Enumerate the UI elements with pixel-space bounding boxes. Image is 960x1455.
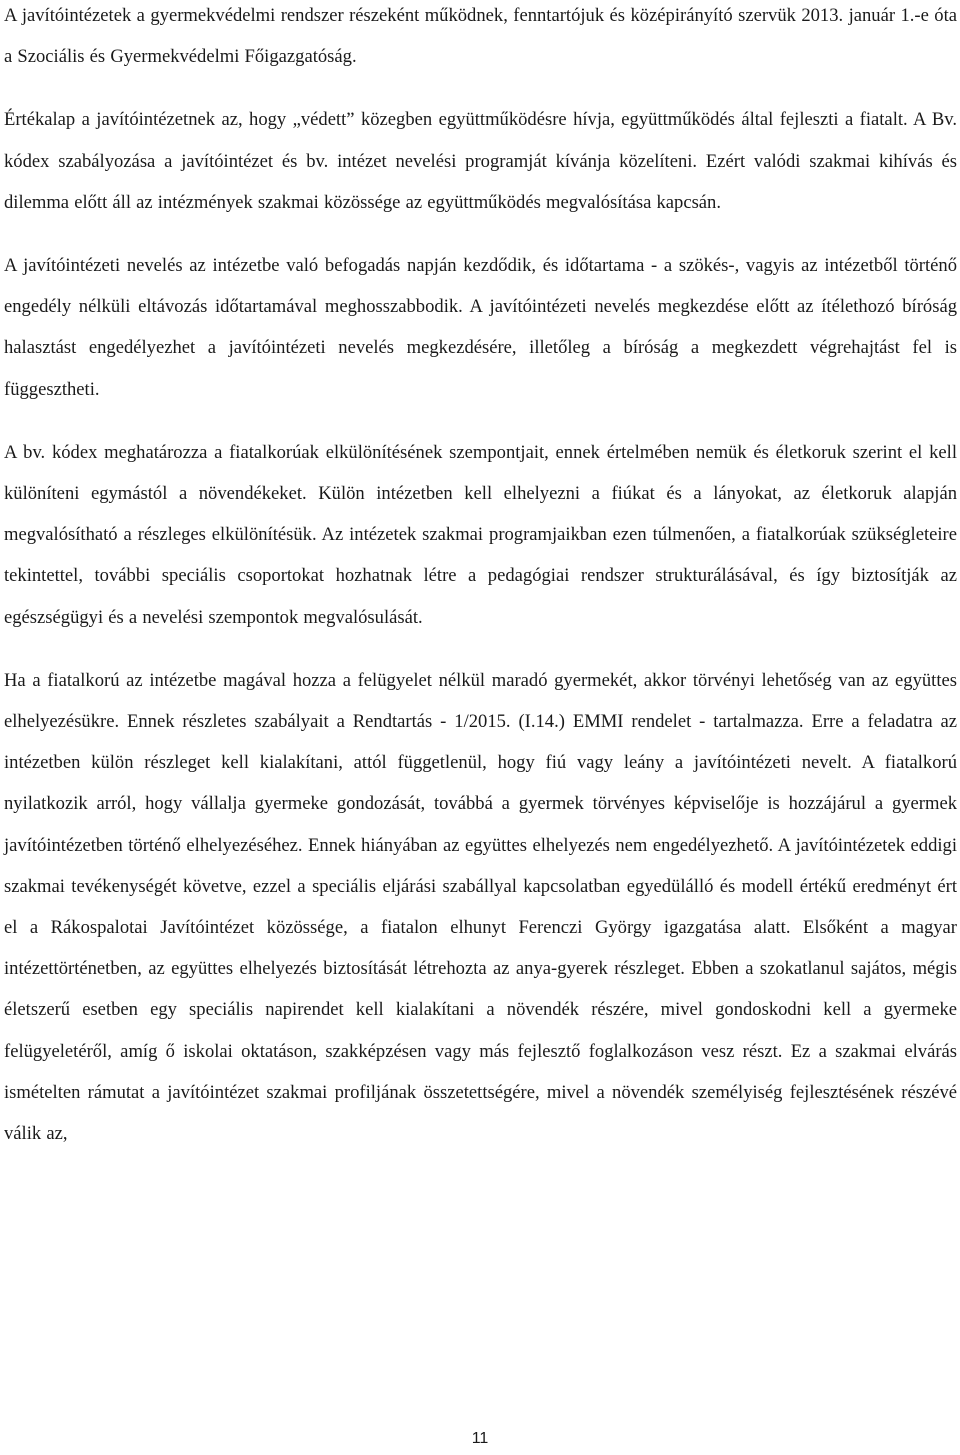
paragraph-1: A javítóintézetek a gyermekvédelmi rendszer részeként működnek, fenntartójuk és középirányító szervük 2013. január 1.-e óta a Szociális és Gyermekvédelmi Főigazgatóság.: [4, 5, 957, 68]
page-number: 11: [471, 1430, 489, 1447]
paragraph-3: A javítóintézeti nevelés az intézetbe való befogadás napján kezdődik, és időtartama - a szökés-, vagyis az intézetből történő engedély nélküli eltávozás időtartamával meghosszabbodik. A javítóintézeti nevelés megkezdése előtt az ítélethozó bíróság halasztást engedélyezhet a javítóintézeti nevelés megkezdésére, illetőleg a bíróság a megkezdett végrehajtást fel is függesztheti.: [4, 255, 957, 400]
paragraph-5: Ha a fiatalkorú az intézetbe magával hozza a felügyelet nélkül maradó gyermekét, akkor törvényi lehetőség van az együttes elhelyezésükre. Ennek részletes szabályait a Rendtartás - 1/2015. (I.14.) EMMI rendelet - tartalmazza. Erre a feladatra az intézetben külön részleget kell kialakítani, attól függetlenül, hogy fiú vagy leány a javítóintézeti nevelt. A fiatalkorú nyilatkozik arról, hogy vállalja gyermeke gondozását, továbbá a gyermek törvényes képviselője is hozzájárul a gyermek javítóintézetben történő elhelyezéséhez. Ennek hiányában az együttes elhelyezés nem engedélyezhető. A javítóintézetek eddigi szakmai tevékenységét követve, ezzel a speciális eljárási szabállyal kapcsolatban egyedülálló és modell értékű eredményt ért el a Rákospalotai Javítóintézet közössége, a fiatalon elhunyt Ferenczi György igazgatása alatt. Elsőként a magyar intézettörténetben, az együttes elhelyezés biztosítását létrehozta az anya-gyerek részleget. Ebben a szokatlanul sajátos, mégis életszerű esetben egy speciális napirendet kell kialakítani a növendék részére, mivel gondoskodni kell a gyermeke felügyeletéről, amíg ő iskolai oktatáson, szakképzésen vagy más fejlesztő foglalkozáson vesz részt. Ez a szakmai elvárás ismételten rámutat a javítóintézet szakmai profiljának összetettségére, mivel a növendék személyiség fejlesztésének részévé válik az,: [4, 669, 957, 1145]
paragraph-4: A bv. kódex meghatározza a fiatalkorúak elkülönítésének szempontjait, ennek értelmében nemük és életkoruk szerint el kell különíteni egymástól a növendékeket. Külön intézetben kell elhelyezni a fiúkat és a lányokat, az életkoruk alapján megvalósítható a részleges elkülönítésük. Az intézetek szakmai programjaikban ezen túlmenően, a fiatalkorúak szükségleteire tekintettel, további speciális csoportokat hozhatnak létre a pedagógiai rendszer strukturálásával, és így biztosítják az egészségügyi és a nevelési szempontok megvalósulását.: [4, 441, 957, 628]
paragraph-2: Értékalap a javítóintézetnek az, hogy „védett” közegben együttműködésre hívja, együttműködés által fejleszti a fiatalt. A Bv. kódex szabályozása a javítóintézet és bv. intézet nevelési programját kívánja közelíteni. Ezért valódi szakmai kihívás és dilemma előtt áll az intézmények szakmai közössége az együttműködés megvalósítása kapcsán.: [4, 109, 957, 213]
document-body: [4, 0, 957, 1176]
